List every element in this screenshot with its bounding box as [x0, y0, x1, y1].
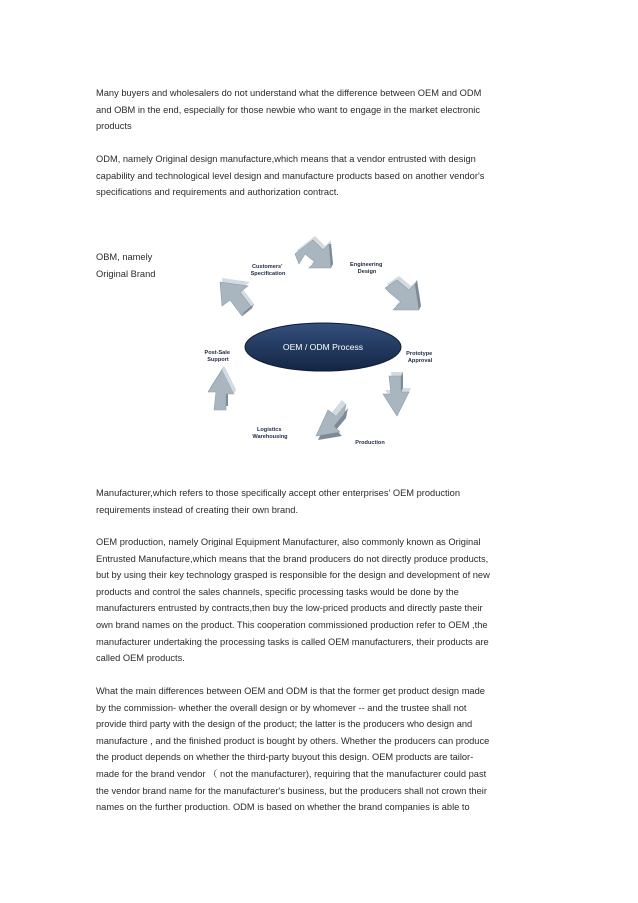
obm-paragraph-end: [96, 485, 546, 518]
text-line: the product depends on whether the third-party buyout this design. OEM products are tailor-: [96, 752, 474, 763]
step-label-line: Logistics: [256, 427, 282, 433]
text-line: products and control the sales channels, specific processing tasks would be done by the: [96, 586, 459, 597]
step-label-line: Engineering: [350, 262, 383, 268]
oem-odm-process-diagram: [196, 228, 450, 458]
text-line: provide third party with the design of the product; the latter is the producers who design and: [96, 719, 473, 730]
arrow-icon: [385, 276, 421, 310]
step-label-customers: [251, 264, 286, 277]
step-label-prototype: [406, 351, 434, 364]
step-label-line: Support: [207, 357, 229, 363]
text-line: own brand names on the product. This cooperation commissioned production refer to OEM ,the: [96, 619, 488, 630]
text-line: but by using their key technology grasped is responsible for the design and development of new: [96, 570, 490, 581]
text-line: and OBM in the end, especially for those newbie who want to engage in the market electronic: [96, 104, 480, 115]
text-line: requirements instead of creating their own brand.: [96, 504, 299, 515]
text-line: by the commission- whether the overall design or by whomever -- and the trustee shall not: [96, 702, 467, 713]
arrow-icon: [220, 278, 254, 316]
arrow-icon: [316, 400, 348, 440]
text-line: OBM, namely: [96, 252, 153, 262]
text-line: manufacture , and the finished product is bought by others. Whether the producers can produce: [96, 735, 490, 746]
step-label-line: Approval: [407, 358, 433, 364]
center-label: OEM / ODM Process: [282, 342, 364, 352]
step-label-logistics: [252, 427, 288, 440]
arrow-icon: [295, 236, 333, 268]
text-line: manufacturer undertaking the processing tasks is called OEM manufacturers, their products are: [96, 636, 489, 647]
text-line: OEM production, namely Original Equipment Manufacturer, also commonly known as Original: [96, 537, 481, 547]
step-label-production: [355, 440, 385, 446]
intro-paragraph: [96, 85, 546, 135]
step-label-engineering: [350, 262, 384, 275]
step-label-line: Prototype: [406, 351, 433, 357]
text-line: capability and technological level design and manufacture products based on another vendor's: [96, 170, 485, 181]
differences-paragraph: [96, 683, 546, 816]
step-label-line: Production: [355, 440, 385, 446]
text-line: Entrusted Manufacture,which means that the brand producers do not directly produce products,: [96, 553, 489, 564]
odm-paragraph: [96, 151, 546, 201]
arrow-icon: [383, 372, 411, 416]
text-line: made for the brand vendor （ not the manufacturer), requiring that the manufacturer could past: [96, 768, 487, 779]
text-line: Manufacturer,which refers to those specifically accept other enterprises' OEM production: [96, 488, 461, 498]
text-line: called OEM products.: [96, 653, 185, 664]
text-line: manufacturers entrusted by contracts,then buy the low-priced products and directly paste their: [96, 603, 483, 614]
step-label-line: Specification: [250, 271, 286, 277]
step-label-line: Warehousing: [252, 434, 288, 440]
text-line: products: [96, 121, 132, 132]
text-line: Original Brand: [96, 268, 156, 279]
text-line: ODM, namely Original design manufacture,which means that a vendor entrusted with design: [96, 154, 476, 164]
text-line: specifications and requirements and authorization contract.: [96, 187, 339, 198]
oem-paragraph: [96, 534, 546, 667]
process-diagram-svg: [196, 228, 450, 458]
text-line: What the main differences between OEM and ODM is that the former get product design made: [96, 686, 485, 696]
step-label-line: Design: [357, 269, 377, 275]
arrow-icon: [208, 366, 236, 410]
step-label-line: Post-Sale: [204, 350, 230, 356]
text-line: the vendor brand name for the manufacturer's business, but the producers shall not crown their: [96, 785, 487, 796]
text-line: Many buyers and wholesalers do not understand what the difference between OEM and ODM: [96, 88, 482, 98]
text-line: names on the further production. ODM is based on whether the brand companies is able to: [96, 802, 470, 813]
step-label-line: Customers': [251, 264, 283, 270]
step-label-post-sale: [204, 350, 231, 363]
